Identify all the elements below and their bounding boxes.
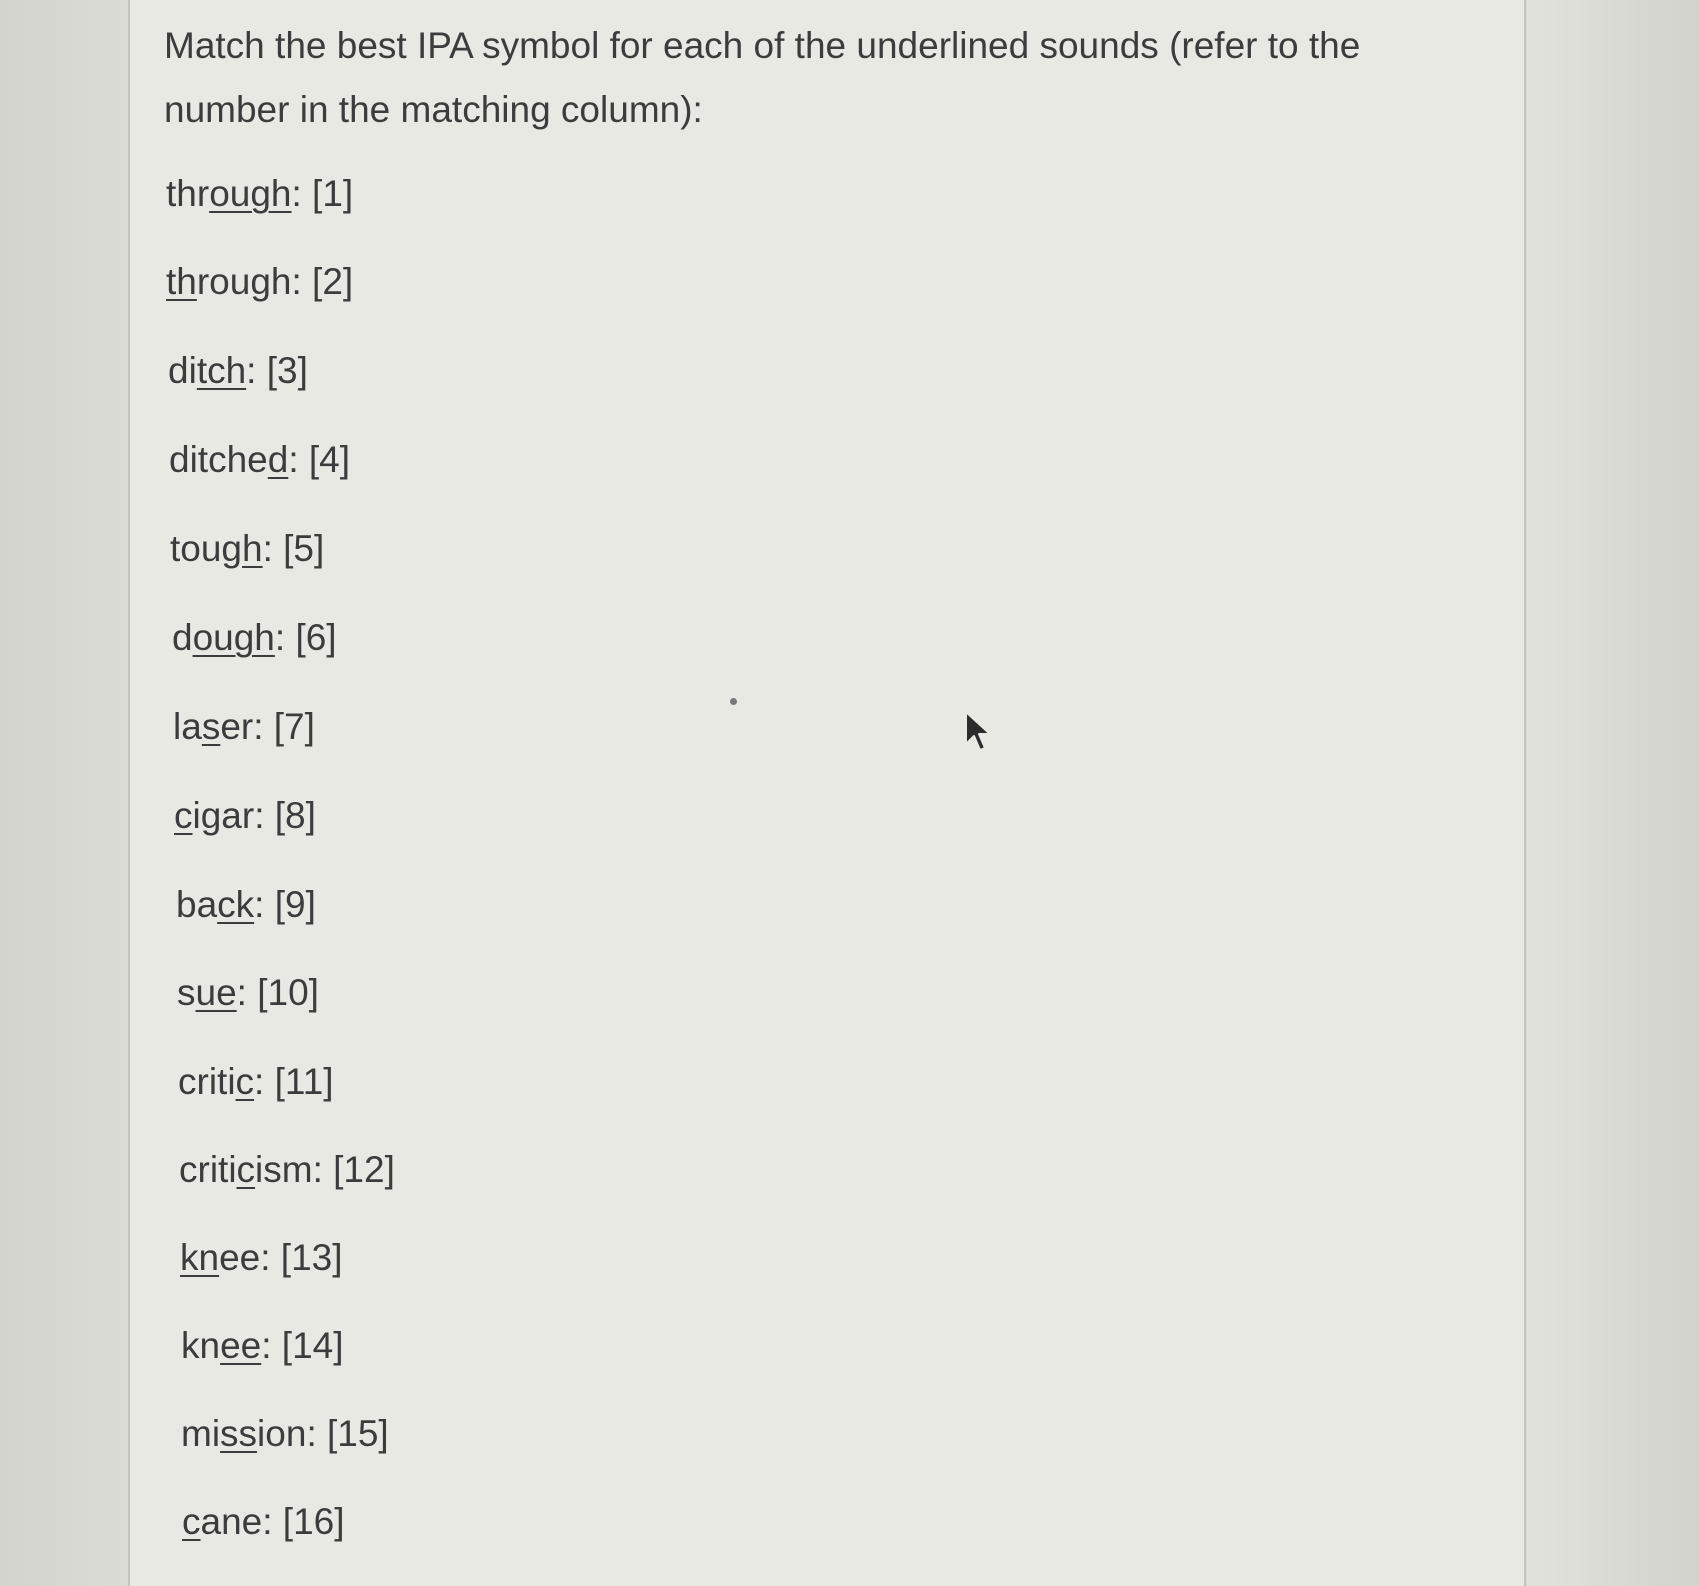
blank-number: : [8]	[254, 795, 316, 836]
underlined-sound: s	[201, 706, 221, 747]
match-item-5: tough: [5]	[170, 528, 325, 569]
match-item-6: dough: [6]	[172, 617, 337, 658]
underlined-sound: ough	[192, 617, 275, 658]
blank-number: : [15]	[306, 1413, 389, 1454]
dust-speck	[730, 698, 737, 705]
underlined-sound: d	[267, 439, 289, 480]
blank-number: : [11]	[254, 1061, 334, 1102]
underlined-sound: h	[242, 528, 263, 569]
match-item-14: knee: [14]	[181, 1325, 344, 1366]
match-item-12: criticism: [12]	[179, 1149, 395, 1190]
underlined-sound: c	[174, 795, 193, 836]
match-item-4: ditched: [4]	[169, 439, 351, 480]
underlined-sound: tch	[196, 350, 247, 391]
underlined-sound: ough	[209, 173, 292, 214]
underlined-sound: ue	[195, 972, 237, 1013]
blank-number: : [13]	[260, 1237, 343, 1278]
blank-number: : [2]	[291, 261, 354, 302]
blank-number: : [4]	[288, 439, 351, 480]
underlined-sound: c	[235, 1061, 255, 1102]
blank-number: : [10]	[236, 972, 319, 1013]
question-text: Match the best IPA symbol for each of the underlined sounds (refer to the number in the matching column):	[164, 25, 1361, 130]
underlined-sound: ck	[217, 884, 255, 925]
blank-number: : [16]	[262, 1501, 345, 1542]
match-item-13: knee: [13]	[180, 1237, 343, 1278]
match-item-3: ditch: [3]	[168, 350, 308, 391]
match-item-15: mission: [15]	[181, 1413, 389, 1454]
match-item-8: cigar: [8]	[174, 795, 316, 836]
blank-number: : [7]	[253, 706, 315, 747]
match-item-7: laser: [7]	[173, 706, 315, 747]
right-margin	[1527, 0, 1699, 1586]
underlined-sound: c	[182, 1501, 201, 1542]
underlined-sound: th	[166, 261, 197, 302]
match-item-1: through: [1]	[166, 173, 354, 214]
mouse-pointer-icon	[964, 710, 996, 759]
underlined-sound: ee	[220, 1325, 262, 1366]
left-margin	[0, 0, 128, 1586]
blank-number: : [14]	[261, 1325, 344, 1366]
blank-number: : [3]	[246, 350, 308, 391]
match-item-10: sue: [10]	[177, 972, 319, 1013]
match-item-9: back: [9]	[176, 884, 316, 925]
blank-number: : [5]	[262, 528, 325, 569]
blank-number: : [1]	[291, 173, 354, 214]
underlined-sound: c	[236, 1149, 256, 1190]
match-item-11: critic: [11]	[178, 1061, 334, 1102]
underlined-sound: kn	[180, 1237, 220, 1278]
match-item-16: cane: [16]	[182, 1501, 345, 1542]
blank-number: : [9]	[254, 884, 316, 925]
blank-number: : [12]	[312, 1149, 395, 1190]
blank-number: : [6]	[274, 617, 337, 658]
underlined-sound: ss	[220, 1413, 258, 1454]
match-item-2: through: [2]	[166, 261, 354, 302]
